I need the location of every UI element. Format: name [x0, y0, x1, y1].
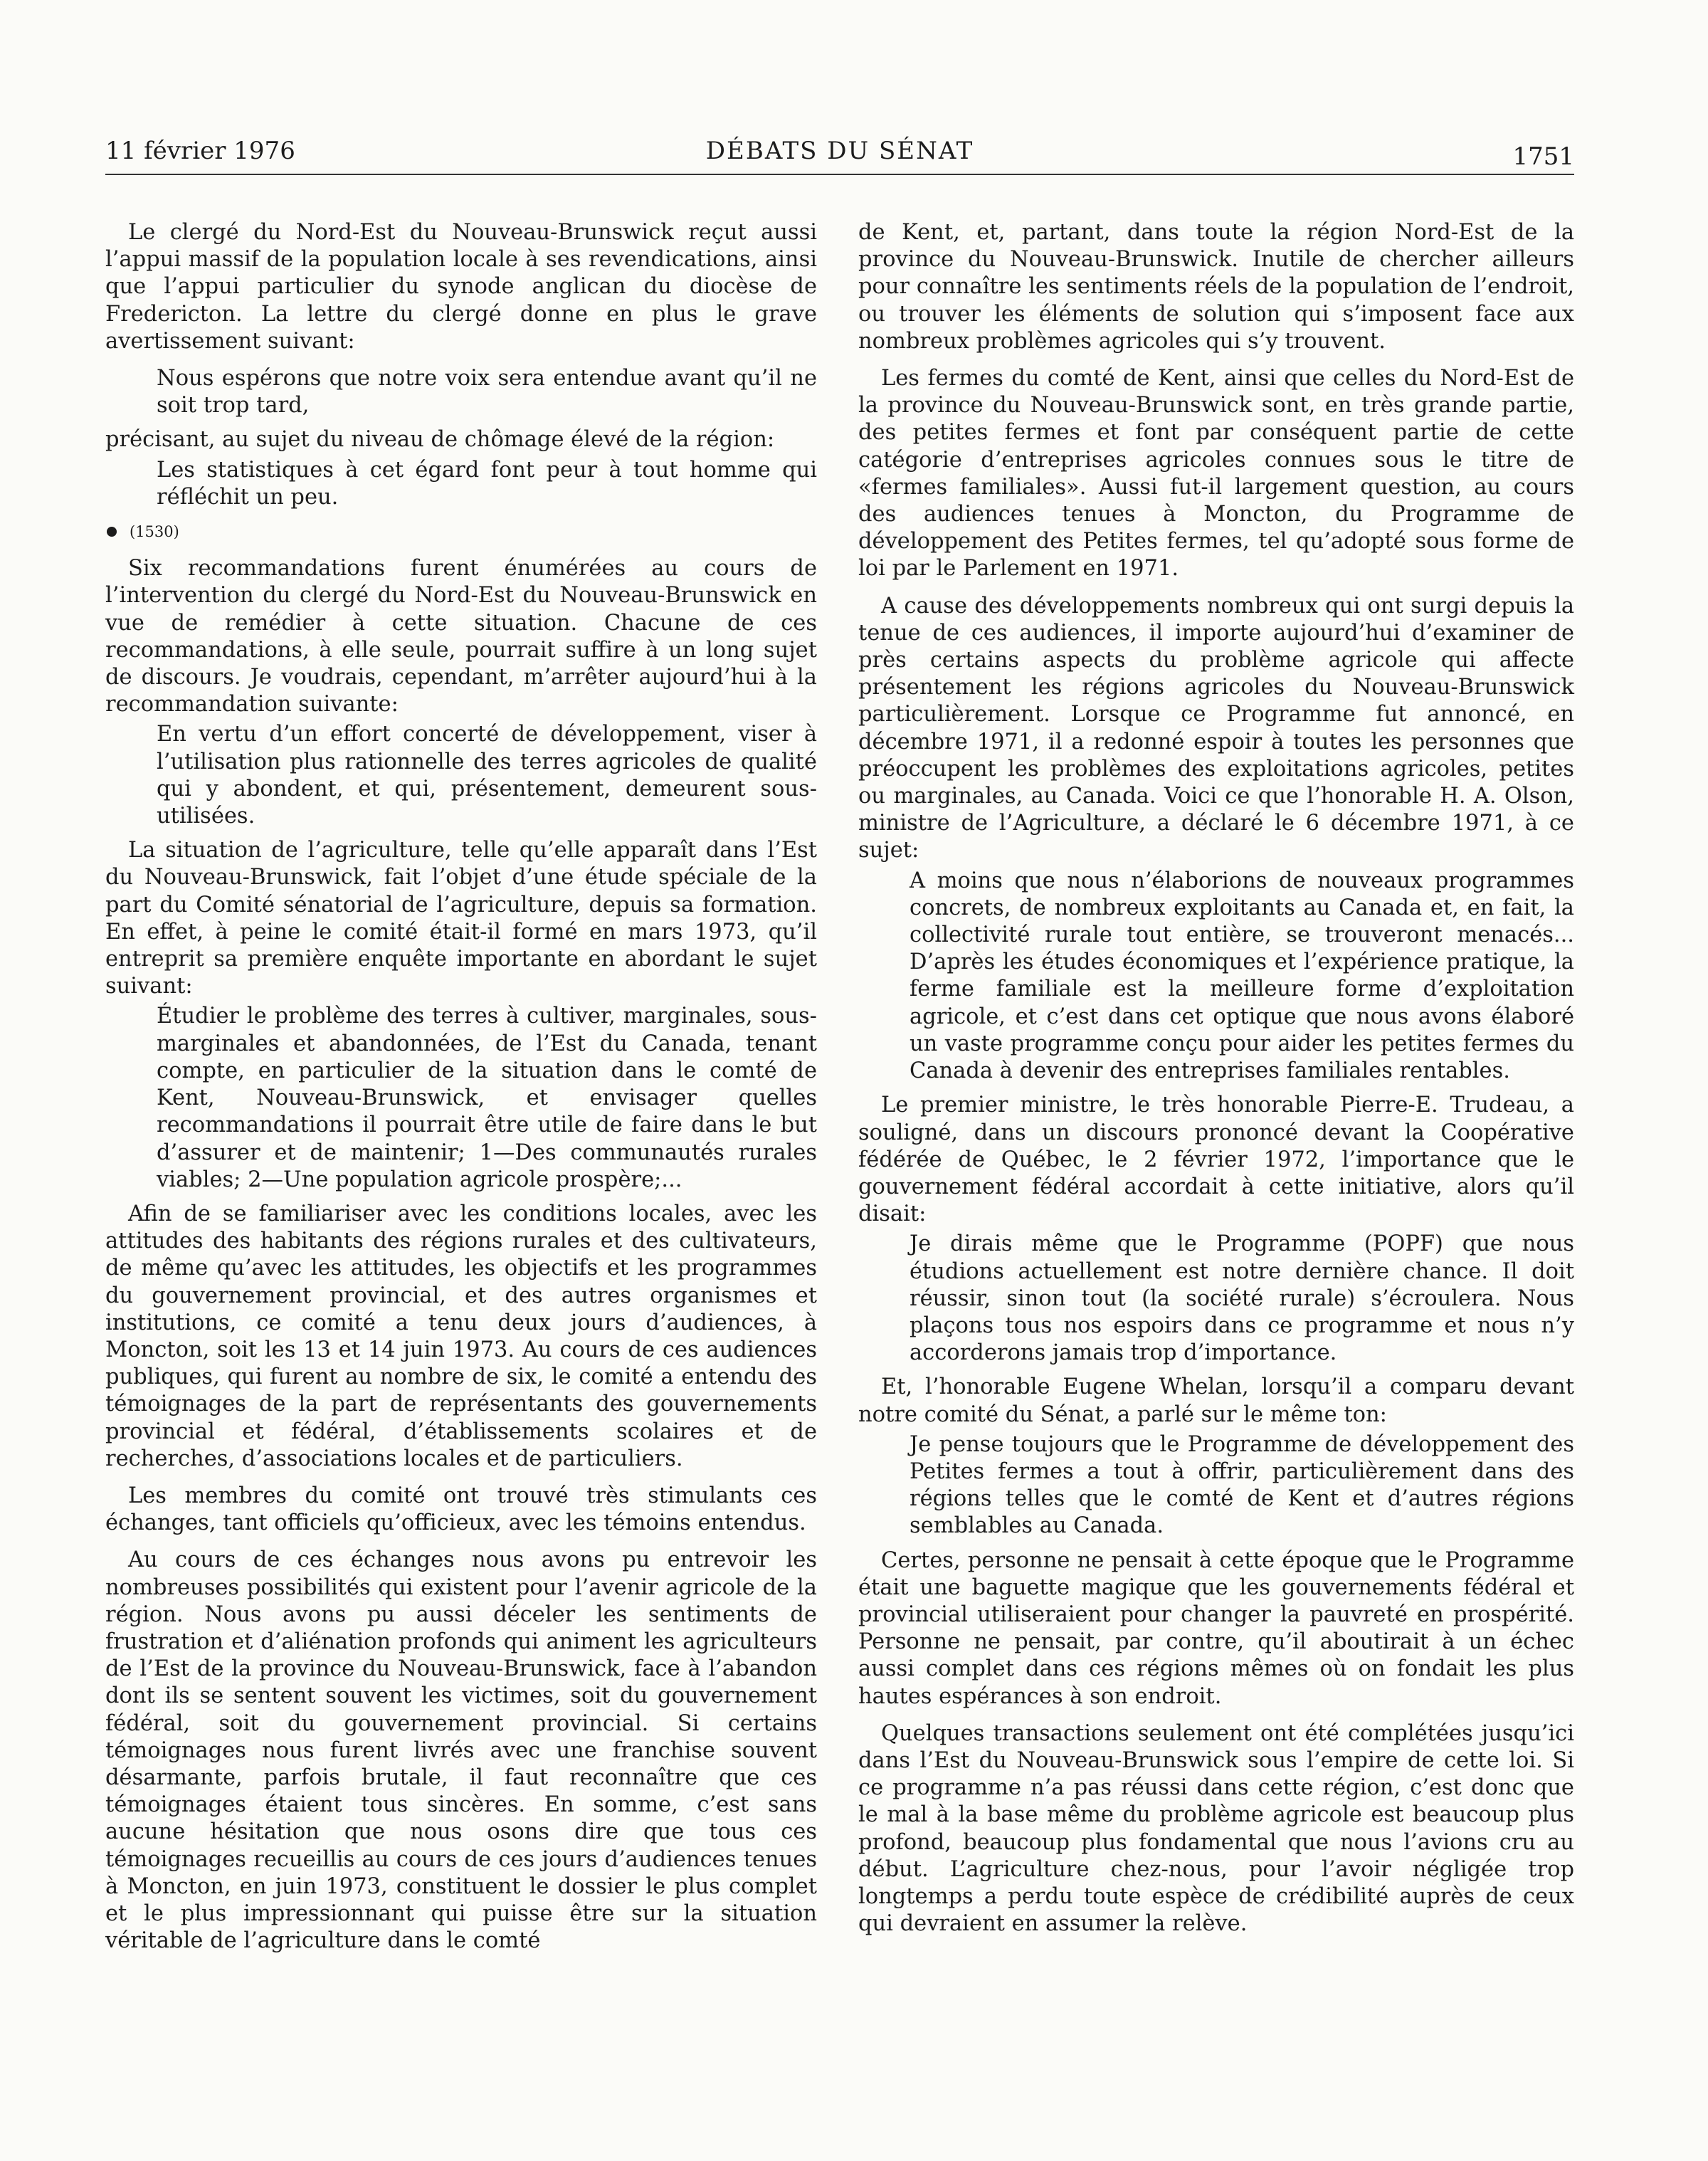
- quotation: Les statistiques à cet égard font peur à tout homme qui réfléchit un peu.: [157, 457, 817, 510]
- page-header: [105, 134, 1574, 175]
- paragraph: Au cours de ces échanges nous avons pu entrevoir les nombreuses possibilités qui existent pour l’avenir agricole de la région. Nous avons pu aussi déceler les sentiments de frustration et d’aliénation profonds qui animent les agriculteurs de l’Est de la province du Nouveau-Brunswick, face à l’abandon dont ils se sentent souvent les victimes, soit du gouvernement fédéral, soit du gouvernement provincial. Si certains témoignages nous furent livrés avec une franchise souvent désarmante, parfois brutale, il faut reconnaître que ces témoignages étaient tous sincères. En somme, c’est sans aucune hésitation que nous osons dire que tous ces témoignages recueillis au cours de ces jours d’audiences tenues à Moncton, en juin 1973, constituent le dossier le plus complet et le plus impressionnant qui puisse être sur la situation véritable de l’agriculture dans le comté: [105, 1547, 817, 1954]
- header-date: 11 février 1976: [105, 137, 295, 165]
- paragraph: Les membres du comité ont trouvé très stimulants ces échanges, tant officiels qu’officieux, avec les témoins entendus.: [105, 1483, 817, 1536]
- paragraph: précisant, au sujet du niveau de chômage élevé de la région:: [105, 427, 775, 453]
- quotation: A moins que nous n’élaborions de nouveaux programmes concrets, de nombreux exploitants au Canada et, en fait, la collectivité rurale tout entière, se trouveront menacés... D’après les études économiques et l’expérience pratique, la ferme familiale est la meilleure forme d’exploitation agricole, et c’est dans cet optique que nous avons élaboré un vaste programme conçu pour aider les petites fermes du Canada à devenir des entreprises familiales rentables.: [910, 868, 1574, 1084]
- quotation: En vertu d’un effort concerté de développement, viser à l’utilisation plus rationnelle des terres agricoles de qualité qui y abondent, et qui, présentement, demeurent sous-utilisées.: [157, 722, 817, 829]
- quotation: Je pense toujours que le Programme de développement des Petites fermes a tout à offrir, particulièrement dans des régions telles que le comté de Kent et d’autres régions semblables au Canada.: [910, 1431, 1574, 1539]
- paragraph: Et, l’honorable Eugene Whelan, lorsqu’il a comparu devant notre comité du Sénat, a parlé sur le même ton:: [858, 1374, 1574, 1427]
- time-marker-label: (1530): [130, 523, 179, 541]
- left-column: [105, 219, 817, 1965]
- bullet-icon: [107, 527, 117, 537]
- paragraph: Les fermes du comté de Kent, ainsi que celles du Nord-Est de la province du Nouveau-Brunswick sont, en très grande partie, des petites fermes et font par conséquent partie de cette catégorie d’entreprises agricoles connues sous le titre de «fermes familiales». Aussi fut-il largement question, au cours des audiences tenues à Moncton, du Programme de développement des Petites fermes, tel qu’adopté sous forme de loi par le Parlement en 1971.: [858, 366, 1574, 582]
- quotation: Étudier le problème des terres à cultiver, marginales, sous-marginales et abandonnées, de l’Est du Canada, tenant compte, en particulier de la situation dans le comté de Kent, Nouveau-Brunswick, et envisager quelles recommandations il pourrait être utile de faire dans le but d’assurer et de maintenir; 1—Des communautés rurales viables; 2—Une population agricole prospère;...: [157, 1004, 817, 1192]
- header-title: DÉBATS DU SÉNAT: [705, 137, 974, 165]
- quotation: Je dirais même que le Programme (POPF) que nous étudions actuellement est notre dernière chance. Il doit réussir, sinon tout (la société rurale) s’écroulera. Nous plaçons tous nos espoirs dans ce programme et nous n’y accorderons jamais trop d’importance.: [910, 1231, 1574, 1366]
- quotation: Nous espérons que notre voix sera entendue avant qu’il ne soit trop tard,: [157, 366, 817, 419]
- paragraph: Certes, personne ne pensait à cette époque que le Programme était une baguette magique que les gouvernements fédéral et provincial utiliseraient pour changer la pauvreté en prospérité. Personne ne pensait, par contre, qu’il aboutirait à un échec aussi complet dans ces régions mêmes où on fondait les plus hautes espérances à son endroit.: [858, 1547, 1574, 1709]
- paragraph: Six recommandations furent énumérées au cours de l’intervention du clergé du Nord-Est du Nouveau-Brunswick en vue de remédier à cette situation. Chacune de ces recommandations, à elle seule, pourrait suffire à un long sujet de discours. Je voudrais, cependant, m’arrêter aujourd’hui à la recommandation suivante:: [105, 556, 817, 717]
- paragraph: de Kent, et, partant, dans toute la région Nord-Est de la province du Nouveau-Brunswick. Inutile de chercher ailleurs pour connaître les sentiments réels de la population de l’endroit, ou trouver les éléments de solution qui s’imposent face aux nombreux problèmes agricoles qui s’y trouvent.: [858, 220, 1574, 354]
- right-column: [858, 219, 1574, 1947]
- paragraph: Le clergé du Nord-Est du Nouveau-Brunswick reçut aussi l’appui massif de la population locale à ses revendications, ainsi que l’appui particulier du synode anglican du diocèse de Fredericton. La lettre du clergé donne en plus le grave avertissement suivant:: [105, 220, 817, 354]
- paragraph: La situation de l’agriculture, telle qu’elle apparaît dans l’Est du Nouveau-Brunswick, fait l’objet d’une étude spéciale de la part du Comité sénatorial de l’agriculture, depuis sa formation. En effet, à peine le comité était-il formé en mars 1973, qu’il entreprit sa première enquête importante en abordant le sujet suivant:: [105, 838, 817, 999]
- paragraph: Quelques transactions seulement ont été complétées jusqu’ici dans l’Est du Nouveau-Brunswick sous l’empire de cette loi. Si ce programme n’a pas réussi dans cette région, c’est donc que le mal à la base même du problème agricole est beaucoup plus profond, beaucoup plus fondamental que nous l’avions cru au début. L’agriculture chez-nous, pour l’avoir négligée trop longtemps a perdu toute espèce de crédibilité auprès de ceux qui devraient en assumer la relève.: [858, 1720, 1574, 1937]
- paragraph: Le premier ministre, le très honorable Pierre-E. Trudeau, a souligné, dans un discours prononcé devant la Coopérative fédérée de Québec, le 2 février 1972, l’importance que le gouvernement fédéral accordait à cette initiative, alors qu’il disait:: [858, 1093, 1574, 1227]
- paragraph: A cause des développements nombreux qui ont surgi depuis la tenue de ces audiences, il importe aujourd’hui d’examiner de près certains aspects du problème agricole qui affecte présentement les régions agricoles du Nouveau-Brunswick particulièrement. Lorsque ce Programme fut annoncé, en décembre 1971, il a redonné espoir à toutes les personnes que préoccupent les problèmes des exploitations agricoles, petites ou marginales, au Canada. Voici ce que l’honorable H. A. Olson, ministre de l’Agriculture, a déclaré le 6 décembre 1971, à ce sujet:: [858, 593, 1574, 863]
- page-number: 1751: [1512, 142, 1574, 171]
- paragraph: Afin de se familiariser avec les conditions locales, avec les attitudes des habitants des régions rurales et des cultivateurs, de même qu’avec les attitudes, les objectifs et les programmes du gouvernement provincial, et des autres organismes et institutions, ce comité a tenu deux jours d’audiences, à Moncton, soit les 13 et 14 juin 1973. Au cours de ces audiences publiques, qui furent au nombre de six, le comité a entendu des témoignages de la part de représentants des gouvernements provincial et fédéral, d’établissements scolaires et de recherches, d’associations locales et de particuliers.: [105, 1201, 817, 1471]
- time-marker: [105, 518, 817, 545]
